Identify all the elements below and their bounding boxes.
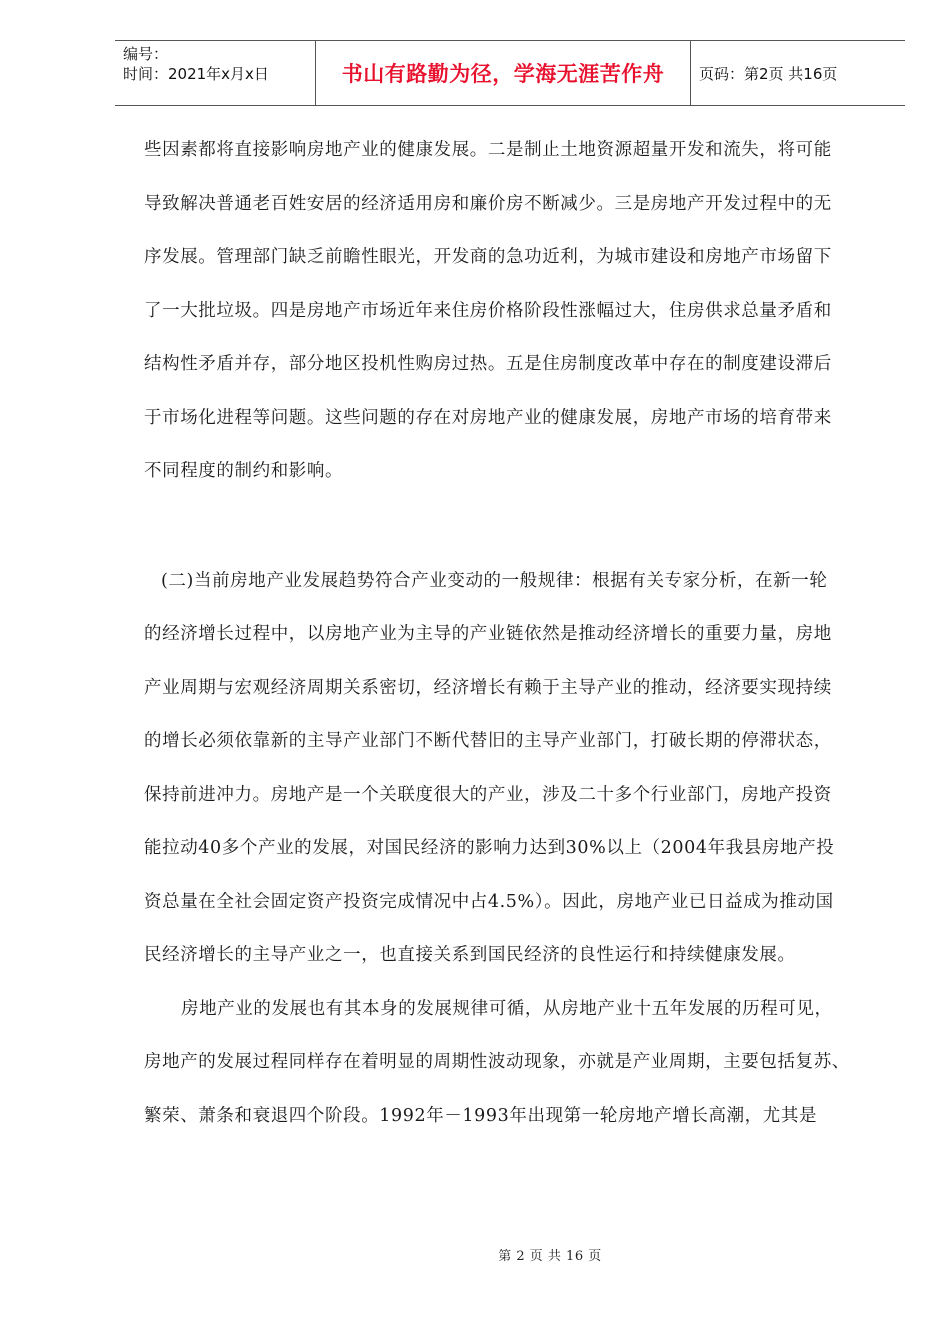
header-page-info: 页码：第2页 共16页 — [699, 64, 838, 83]
text-line: 繁荣、萧条和衰退四个阶段。1992年－1993年出现第一轮房地产增长高潮，尤其是 — [144, 1105, 818, 1126]
document-header — [115, 40, 905, 106]
text-line: 导致解决普通老百姓安居的经济适用房和廉价房不断减少。三是房地产开发过程中的无 — [144, 193, 832, 214]
paragraph-continued — [144, 128, 874, 503]
text-line: 于市场化进程等问题。这些问题的存在对房地产业的健康发展，房地产市场的培育带来 — [144, 407, 832, 428]
paragraph-spacer — [144, 503, 874, 559]
text-line: 不同程度的制约和影响。 — [144, 461, 344, 481]
text-line: 产业周期与宏观经济周期关系密切，经济增长有赖于主导产业的推动，经济要实现持续 — [144, 677, 832, 698]
text-line: 的增长必须依靠新的主导产业部门不断代替旧的主导产业部门，打破长期的停滞状态， — [144, 731, 832, 751]
paragraph-section-2 — [144, 559, 874, 987]
text-line: 的经济增长过程中，以房地产业为主导的产业链依然是推动经济增长的重要力量，房地 — [144, 624, 832, 644]
text-line: 了一大批垃圾。四是房地产市场近年来住房价格阶段性涨幅过大，住房供求总量矛盾和 — [144, 300, 832, 321]
document-date: 时间：2021年x月x日 — [123, 65, 269, 83]
text-line: 房地产的发展过程同样存在着明显的周期性波动现象，亦就是产业周期，主要包括复苏、 — [144, 1052, 850, 1072]
document-number-label: 编号： — [123, 45, 169, 63]
paragraph-section-3 — [144, 987, 874, 1148]
footer-page-number: 第 2 页 共 16 页 — [498, 1249, 602, 1264]
text-line: 民经济增长的主导产业之一，也直接关系到国民经济的良性运行和持续健康发展。 — [144, 945, 796, 965]
text-line: 能拉动40多个产业的发展，对国民经济的影响力达到30%以上（2004年我县房地产投 — [144, 838, 835, 858]
text-line: 些因素都将直接影响房地产业的健康发展。二是制止土地资源超量开发和流失，将可能 — [144, 140, 832, 160]
text-line: 序发展。管理部门缺乏前瞻性眼光，开发商的急功近利，为城市建设和房地产市场留下 — [144, 247, 832, 267]
page-footer — [0, 1245, 950, 1264]
text-line: (二)当前房地产业发展趋势符合产业变动的一般规律：根据有关专家分析，在新一轮 — [161, 570, 828, 591]
document-body — [144, 128, 874, 1147]
text-line: 资总量在全社会固定资产投资完成情况中占4.5%）。因此，房地产业已日益成为推动国 — [144, 891, 834, 912]
text-line: 保持前进冲力。房地产是一个关联度很大的产业，涉及二十多个行业部门，房地产投资 — [144, 784, 832, 805]
header-meta-cell — [115, 41, 316, 105]
text-line: 结构性矛盾并存，部分地区投机性购房过热。五是住房制度改革中存在的制度建设滞后 — [144, 354, 832, 374]
header-page-cell — [691, 41, 905, 105]
text-line: 房地产业的发展也有其本身的发展规律可循，从房地产业十五年发展的历程可见， — [181, 998, 833, 1019]
header-motto-cell — [316, 41, 691, 105]
header-motto: 书山有路勤为径，学海无涯苦作舟 — [341, 62, 665, 86]
